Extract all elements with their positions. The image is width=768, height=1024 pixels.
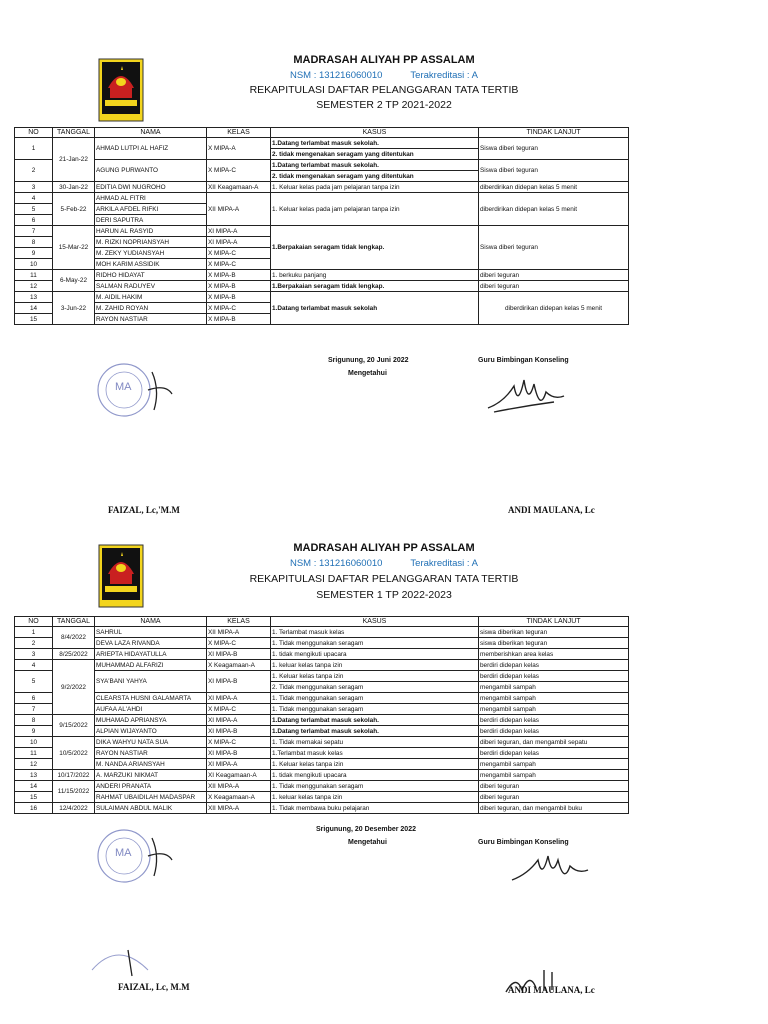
principal-name: FAIZAL, Lc, M.M: [118, 982, 190, 992]
table-row: 2. tidak mengenakan seragam yang ditentukan: [15, 149, 629, 160]
col-tindak-lanjut: TINDAK LANJUT: [479, 128, 629, 138]
akreditasi: Terakreditasi : A: [410, 70, 479, 81]
col-no: NO: [15, 128, 53, 138]
akreditasi: Terakreditasi : A: [410, 558, 479, 569]
place-date: Srigunung, 20 Desember 2022: [316, 826, 416, 833]
table-row: 8 9/15/2022 MUHAMAD APRIANSYA XI MIPA-A 1.Datang terlambat masuk sekolah. berdiri didepan kelas: [15, 715, 629, 726]
col-kasus: KASUS: [271, 128, 479, 138]
counselor-name: ANDI MAULANA, Lc: [508, 985, 595, 995]
table-row: 3 8/25/2022 ARIEPTA HIDAYATULLA XI MIPA-B 1. tidak mengikuti upacara memberishkan area kelas: [15, 649, 629, 660]
table-row: 10 10/5/2022 DIKA WAHYU NATA SUA X MIPA-C 1. Tidak memakai sepatu diberi teguran, dan mengambil sepatu: [15, 737, 629, 748]
table-row: 2 AGUNG PURWANTO X MIPA-C 1.Datang terlambat masuk sekolah. Siswa diberi teguran: [15, 160, 629, 171]
accreditation-line: [0, 558, 768, 569]
table-row: 2. tidak mengenakan seragam yang ditentukan: [15, 171, 629, 182]
stamp-text: MA: [115, 381, 132, 393]
table-row: 7 15-Mar-22 HARUN AL RASYID XI MIPA-A 1.Berpakaian seragam tidak lengkap. Siswa diberi teguran: [15, 226, 629, 237]
nsm: NSM : 131216060010: [289, 558, 383, 569]
table-row: 7 AUFAA AL'AHDI X MIPA-C 1. Tidak menggunakan seragam mengambil sampah: [15, 704, 629, 715]
table-row: 15 RAYON NASTIAR X MIPA-B: [15, 314, 629, 325]
table-header: [15, 617, 629, 627]
report-title: REKAPITULASI DAFTAR PELANGGARAN TATA TERTIB: [249, 84, 519, 96]
table-row: 4 9/2/2022 MUHAMMAD ALFARIZI X Keagamaan-A 1. keluar kelas tanpa izin berdiri didepan kelas: [15, 660, 629, 671]
counselor-name: ANDI MAULANA, Lc: [508, 505, 595, 515]
semester-title: SEMESTER 1 TP 2022-2023: [316, 589, 452, 601]
table-row: 13 10/17/2022 A. MARZUKI NIKMAT XI Keagamaan-A 1. tidak mengikuti upacara mengambil sampah: [15, 770, 629, 781]
table-row: 12 SALMAN RADUYEV X MIPA-B 1.Berpakaian seragam tidak lengkap. diberi teguran: [15, 281, 629, 292]
table-row: 14 11/15/2022 ANDERI PRANATA XII MIPA-A 1. Tidak menggunakan seragam diberi teguran: [15, 781, 629, 792]
table-row: 16 12/4/2022 SULAIMAN ABDUL MALIK XII MIPA-A 1. Tidak membawa buku pelajaran diberi teguran, dan mengambil buku: [15, 803, 629, 814]
report-title: REKAPITULASI DAFTAR PELANGGARAN TATA TERTIB: [249, 573, 519, 585]
table-row: 6 DERI SAPUTRA: [15, 215, 629, 226]
table-row: 9 M. ZEKY YUDIANSYAH X MIPA-C: [15, 248, 629, 259]
table-row: 8 M. RIZKI NOPRIANSYAH XI MIPA-A: [15, 237, 629, 248]
school-stamp: [88, 930, 158, 980]
col-kelas: KELAS: [207, 128, 271, 138]
table-row: 11 RAYON NASTIAR XI MIPA-B 1.Terlambat masuk kelas berdiri didepan kelas: [15, 748, 629, 759]
table-row: 2 DEVA LAZA RIVANDA X MIPA-C 1. Tidak menggunakan seragam siswa diberikan teguran: [15, 638, 629, 649]
table-row: 14 M. ZAHID ROYAN X MIPA-C: [15, 303, 629, 314]
table-row: 4 5-Feb-22 AHMAD AL FITRI XII MIPA-A 1. Keluar kelas pada jam pelajaran tanpa izin diberdirikan didepan kelas 5 menit: [15, 193, 629, 204]
principal-name: FAIZAL, Lc,'M.M: [108, 505, 180, 515]
stamp-text: MA: [115, 847, 132, 859]
table-row: 2. Tidak menggunakan seragam mengambil sampah: [15, 682, 629, 693]
col-kelas: KELAS: [207, 617, 271, 627]
table-row: 10 MOH KARIM ASSIDIK X MIPA-C: [15, 259, 629, 270]
place-date: Srigunung, 20 Juni 2022: [328, 357, 409, 364]
violation-table-2: [14, 616, 629, 814]
nsm: NSM : 131216060010: [289, 70, 383, 81]
col-nama: NAMA: [95, 617, 207, 627]
violation-table-1: [14, 127, 629, 325]
col-tanggal: TANGGAL: [53, 128, 95, 138]
school-stamp: [88, 360, 188, 420]
col-kasus: KASUS: [271, 617, 479, 627]
table-header: [15, 128, 629, 138]
col-nama: NAMA: [95, 128, 207, 138]
counselor-signature: [484, 372, 568, 418]
col-no: NO: [15, 617, 53, 627]
table-row: 9 ALPIAN WIJAYANTO XI MIPA-B 1.Datang terlambat masuk sekolah. berdiri didepan kelas: [15, 726, 629, 737]
col-tanggal: TANGGAL: [53, 617, 95, 627]
table-row: 1 8/4/2022 SAHRUL XII MIPA-A 1. Terlambat masuk kelas siswa diberikan teguran: [15, 627, 629, 638]
school-name: MADRASAH ALIYAH PP ASSALAM: [293, 542, 475, 554]
table-row: 5 ARKILA AFDEL RIFKI: [15, 204, 629, 215]
table-row: 3 30-Jan-22 EDITIA DWI NUGROHO XII Keagamaan-A 1. Keluar kelas pada jam pelajaran tanpa izin diberdirikan didepan kelas 5 menit: [15, 182, 629, 193]
school-stamp: [88, 826, 188, 886]
mengetahui-label: Mengetahui: [348, 370, 387, 377]
accreditation-line: [0, 70, 768, 81]
table-row: 11 6-May-22 RIDHO HIDAYAT X MIPA-B 1. berkuku panjang diberi teguran: [15, 270, 629, 281]
semester-title: SEMESTER 2 TP 2021-2022: [316, 99, 452, 111]
school-name: MADRASAH ALIYAH PP ASSALAM: [293, 54, 475, 66]
table-row: 6 CLEARSTA HUSNI GALAMARTA XI MIPA-A 1. Tidak menggunakan seragam mengambil sampah: [15, 693, 629, 704]
counselor-signature: [508, 850, 592, 890]
table-row: 13 3-Jun-22 M. AIDIL HAKIM X MIPA-B 1.Datang terlambat masuk sekolah diberdirikan didepan kelas 5 menit: [15, 292, 629, 303]
guru-bk-label: Guru Bimbingan Konseling: [478, 839, 569, 846]
table-row: 1 21-Jan-22 AHMAD LUTPI AL HAFIZ X MIPA-A 1.Datang terlambat masuk sekolah. Siswa diberi teguran: [15, 138, 629, 149]
mengetahui-label: Mengetahui: [348, 839, 387, 846]
table-row: 5 SYA'BANI YAHYA XI MIPA-B 1. Keluar kelas tanpa izin berdiri didepan kelas: [15, 671, 629, 682]
table-row: 12 M. NANDA ARIANSYAH XI MIPA-A 1. Keluar kelas tanpa izin mengambil sampah: [15, 759, 629, 770]
guru-bk-label: Guru Bimbingan Konseling: [478, 357, 569, 364]
table-row: 15 RAHMAT UBAIDILAH MADASPAR X Keagamaan-A 1. keluar kelas tanpa izin diberi teguran: [15, 792, 629, 803]
col-tindak-lanjut: TINDAK LANJUT: [479, 617, 629, 627]
